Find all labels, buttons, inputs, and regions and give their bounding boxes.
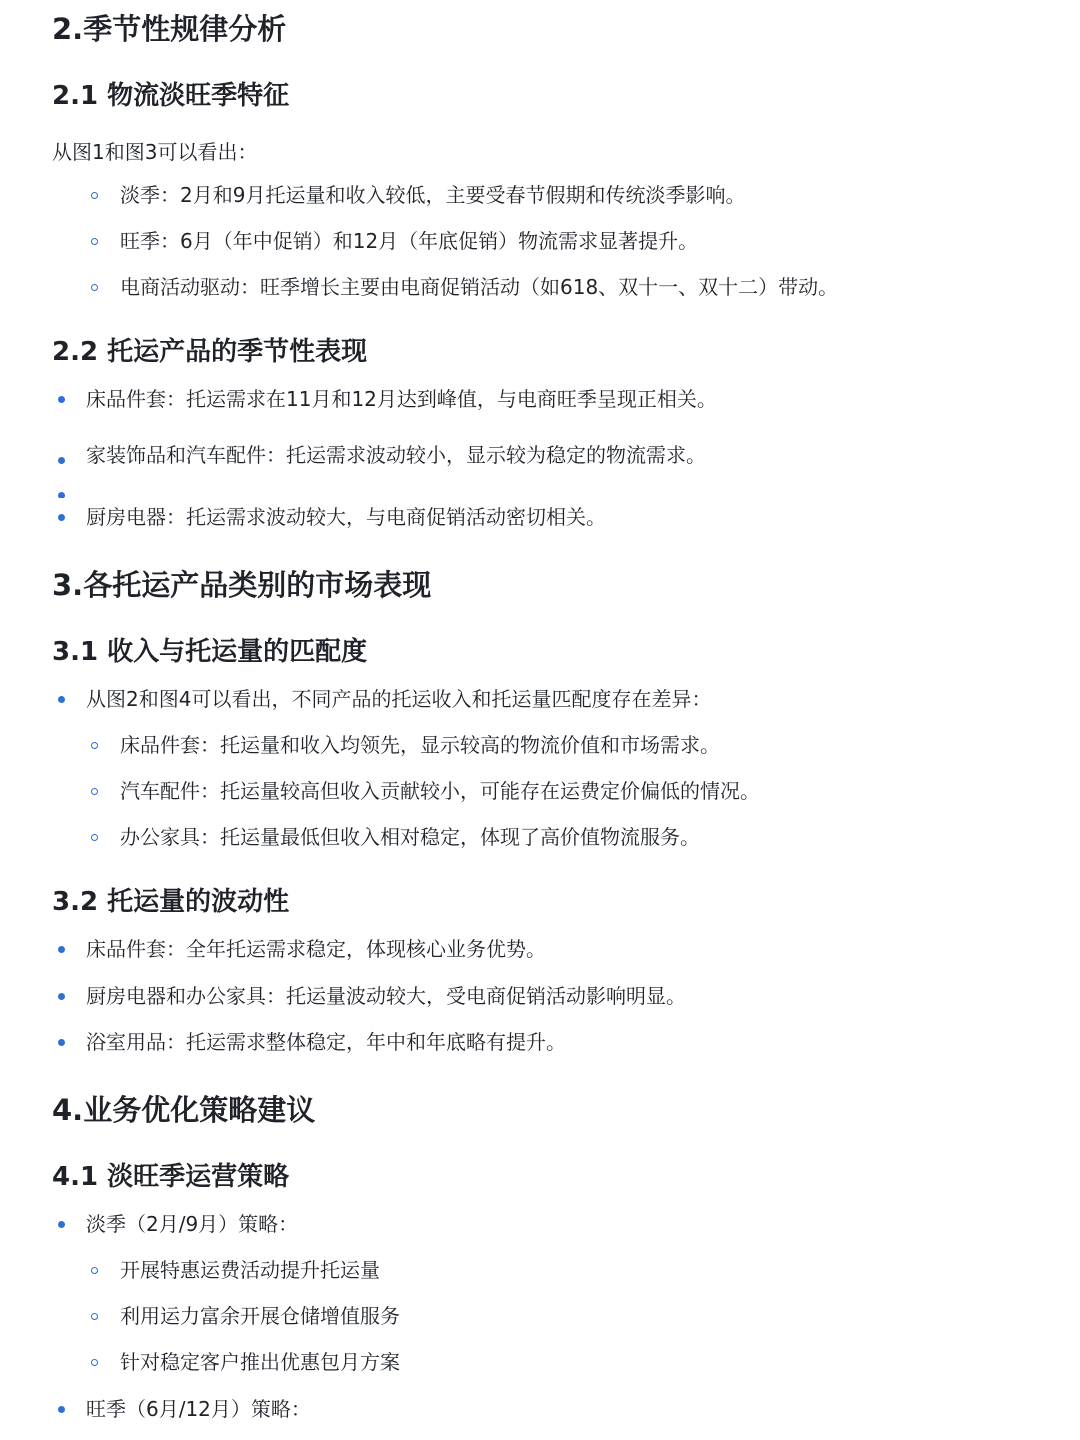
list-item: 淡季：2月和9月托运量和收入较低，主要受春节假期和传统淡季影响。	[120, 183, 746, 207]
list-bullet-icon	[58, 696, 65, 703]
list-item: 淡季（2月/9月）策略：	[86, 1212, 299, 1236]
list-bullet-icon	[58, 1221, 65, 1228]
list-item: 浴室用品：托运需求整体稳定，年中和年底略有提升。	[86, 1030, 566, 1054]
list-bullet-icon	[58, 457, 65, 464]
clipped-row-artifact	[52, 490, 772, 498]
list-bullet-icon	[58, 1039, 65, 1046]
list-item: 利用运力富余开展仓储增值服务	[120, 1304, 400, 1328]
section-3-heading: 3.各托运产品类别的市场表现	[52, 568, 432, 602]
section-2-2-heading: 2.2 托运产品的季节性表现	[52, 337, 368, 367]
list-item: 电商活动驱动：旺季增长主要由电商促销活动（如618、双十一、双十二）带动。	[120, 275, 839, 299]
list-circle-icon	[91, 284, 98, 291]
list-bullet-icon	[58, 396, 65, 403]
list-item: 床品件套：全年托运需求稳定，体现核心业务优势。	[86, 937, 546, 961]
list-item: 床品件套：托运需求在11月和12月达到峰值，与电商旺季呈现正相关。	[86, 387, 717, 411]
section-2-heading: 2.季节性规律分析	[52, 12, 287, 46]
list-bullet-icon	[58, 946, 65, 953]
list-circle-icon	[91, 742, 98, 749]
section-4-1-heading: 4.1 淡旺季运营策略	[52, 1162, 290, 1192]
list-bullet-icon	[58, 492, 65, 498]
list-item: 开展特惠运费活动提升托运量	[120, 1258, 380, 1282]
section-3-1-heading: 3.1 收入与托运量的匹配度	[52, 637, 368, 667]
list-item: 汽车配件：托运量较高但收入贡献较小，可能存在运费定价偏低的情况。	[120, 779, 760, 803]
list-item: 办公家具：托运量最低但收入相对稳定，体现了高价值物流服务。	[120, 825, 700, 849]
list-item: 旺季（6月/12月）策略：	[86, 1397, 311, 1421]
list-bullet-icon	[58, 1406, 65, 1413]
section-4-heading: 4.业务优化策略建议	[52, 1093, 316, 1127]
list-bullet-icon	[58, 993, 65, 1000]
list-circle-icon	[91, 1313, 98, 1320]
list-circle-icon	[91, 1267, 98, 1274]
section-2-1-heading: 2.1 物流淡旺季特征	[52, 81, 290, 111]
list-item: 厨房电器：托运需求波动较大，与电商促销活动密切相关。	[86, 505, 606, 529]
section-2-1-intro: 从图1和图3可以看出：	[52, 140, 258, 164]
list-item: 厨房电器和办公家具：托运量波动较大，受电商促销活动影响明显。	[86, 984, 686, 1008]
list-circle-icon	[91, 238, 98, 245]
list-circle-icon	[91, 1359, 98, 1366]
list-item: 床品件套：托运量和收入均领先，显示较高的物流价值和市场需求。	[120, 733, 720, 757]
list-item: 从图2和图4可以看出，不同产品的托运收入和托运量匹配度存在差异：	[86, 687, 712, 711]
section-3-2-heading: 3.2 托运量的波动性	[52, 887, 290, 917]
list-circle-icon	[91, 192, 98, 199]
list-item: 家装饰品和汽车配件：托运需求波动较小，显示较为稳定的物流需求。	[86, 443, 706, 467]
list-item: 针对稳定客户推出优惠包月方案	[120, 1350, 400, 1374]
list-circle-icon	[91, 834, 98, 841]
list-bullet-icon	[58, 514, 65, 521]
list-item: 旺季：6月（年中促销）和12月（年底促销）物流需求显著提升。	[120, 229, 699, 253]
list-circle-icon	[91, 788, 98, 795]
